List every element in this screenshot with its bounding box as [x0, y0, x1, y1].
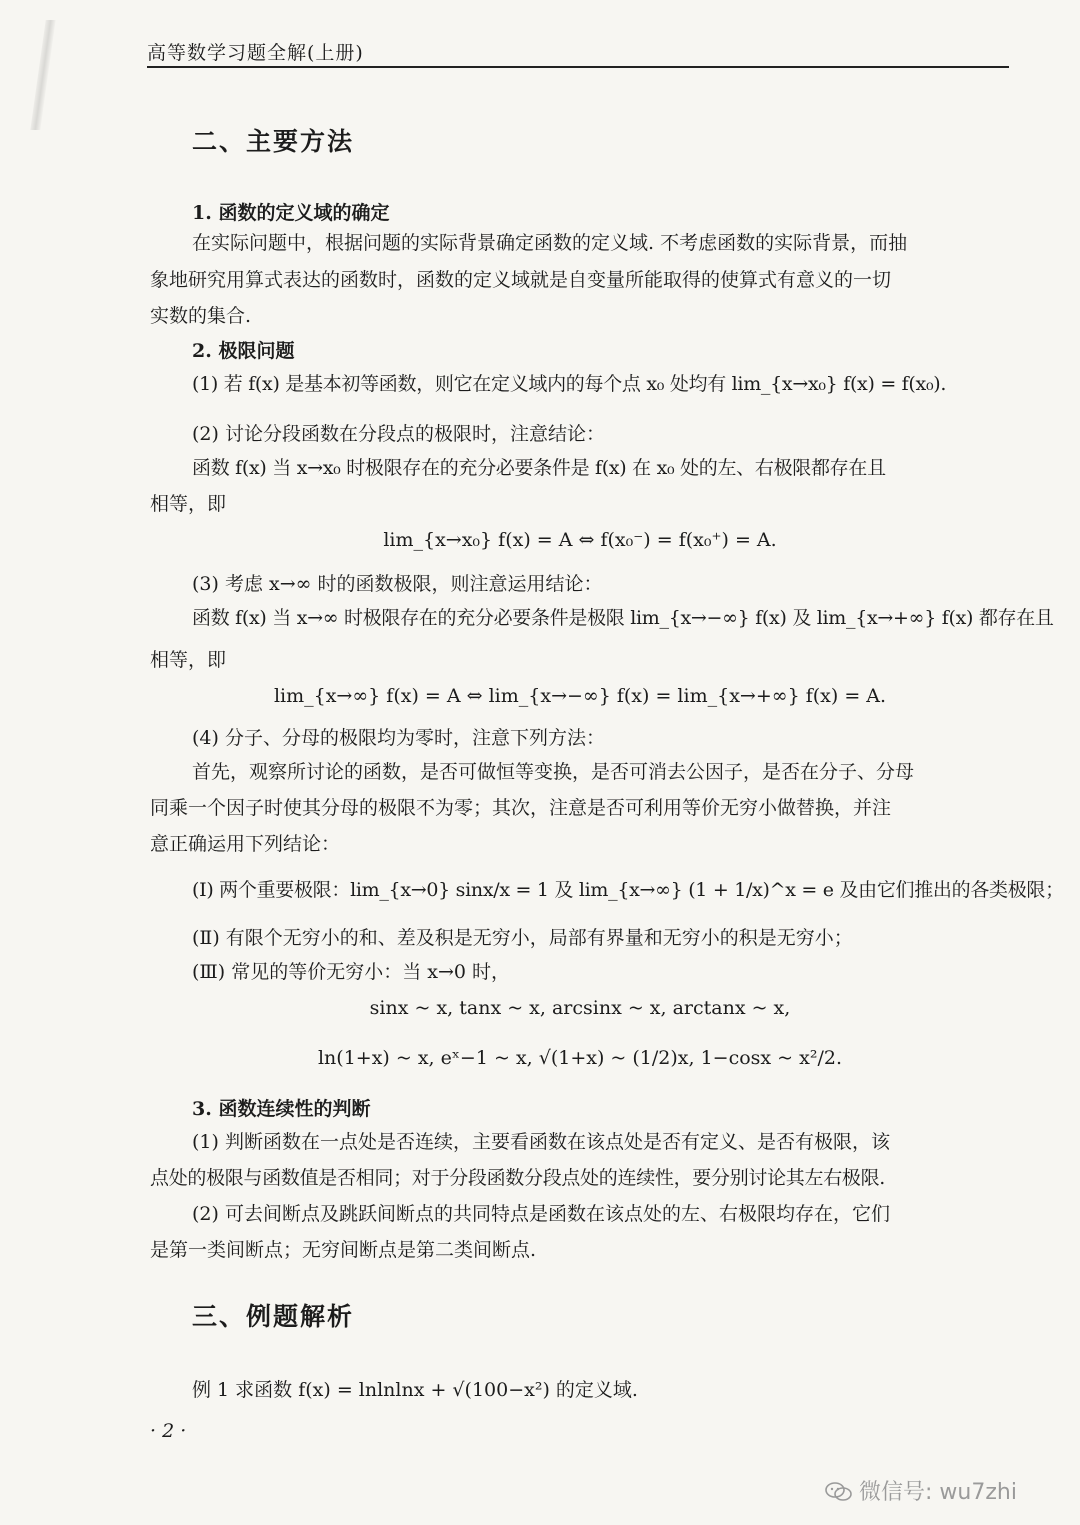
- subsection-domain: 1. 函数的定义域的确定: [192, 202, 390, 224]
- subsection-limits: 2. 极限问题: [192, 340, 295, 362]
- paragraph-line: (4) 分子、分母的极限均为零时，注意下列方法：: [192, 727, 605, 749]
- section-title-examples: 三、例题解析: [192, 1302, 355, 1331]
- paragraph-line: 函数 f(x) 当 x→∞ 时极限存在的充分必要条件是极限 lim_{x→−∞} f(x) 及 lim_{x→+∞} f(x) 都存在且: [192, 607, 1054, 629]
- scan-edge-shadow: [30, 20, 55, 130]
- wechat-icon: [825, 1482, 853, 1502]
- section-title-methods: 二、主要方法: [192, 127, 355, 156]
- paragraph-line: 首先，观察所讨论的函数，是否可做恒等变换，是否可消去公因子，是否在分子、分母: [192, 761, 915, 783]
- paragraph-line: 在实际问题中，根据问题的实际背景确定函数的定义域. 不考虑函数的实际背景，而抽: [192, 232, 908, 254]
- formula-display: ln(1+x) ~ x, eˣ−1 ~ x, √(1+x) ~ (1/2)x, 1−cosx ~ x²/2.: [317, 1047, 843, 1069]
- paragraph-line: 象地研究用算式表达的函数时，函数的定义域就是自变量所能取得的使算式有意义的一切: [150, 269, 892, 291]
- paragraph-line: (Ⅱ) 有限个无穷小的和、差及积是无穷小，局部有界量和无穷小的积是无穷小；: [192, 927, 853, 949]
- example-1: 例 1 求函数 f(x) = lnlnlnx + √(100−x²) 的定义域.: [192, 1379, 638, 1401]
- paragraph-line: (2) 可去间断点及跳跃间断点的共同特点是函数在该点处的左、右极限均存在，它们: [192, 1203, 890, 1225]
- watermark: [825, 1475, 1017, 1506]
- paragraph-line: (2) 讨论分段函数在分段点的极限时，注意结论：: [192, 423, 605, 445]
- page-number: · 2 ·: [150, 1420, 187, 1442]
- paragraph-line: 相等，即: [150, 493, 227, 515]
- paragraph-line: 实数的集合.: [150, 305, 252, 327]
- paragraph-line: (Ⅲ) 常见的等价无穷小：当 x→0 时，: [192, 961, 510, 983]
- paragraph-line: 点处的极限与函数值是否相同；对于分段函数分段点处的连续性，要分别讨论其左右极限.: [150, 1167, 886, 1189]
- paragraph-line: 函数 f(x) 当 x→x₀ 时极限存在的充分必要条件是 f(x) 在 x₀ 处的左、右极限都存在且: [192, 457, 886, 479]
- header-rule: [147, 66, 1009, 68]
- formula-display: sinx ~ x, tanx ~ x, arcsinx ~ x, arctanx ~ x,: [369, 997, 791, 1019]
- paragraph-line: 意正确运用下列结论：: [150, 833, 341, 855]
- watermark-text: 微信号: wu7zhi: [859, 1480, 1017, 1505]
- paragraph-line: 是第一类间断点；无穷间断点是第二类间断点.: [150, 1239, 537, 1261]
- formula-display: lim_{x→∞} f(x) = A ⇔ lim_{x→−∞} f(x) = lim_{x→+∞} f(x) = A.: [273, 685, 887, 707]
- paragraph-line: (3) 考虑 x→∞ 时的函数极限，则注意运用结论：: [192, 573, 603, 595]
- paragraph-line: 相等，即: [150, 649, 227, 671]
- formula-display: lim_{x→x₀} f(x) = A ⇔ f(x₀⁻) = f(x₀⁺) = A.: [383, 529, 777, 551]
- paragraph-line: 同乘一个因子时使其分母的极限不为零；其次，注意是否可利用等价无穷小做替换，并注: [150, 797, 892, 819]
- paragraph-line: (1) 若 f(x) 是基本初等函数，则它在定义域内的每个点 x₀ 处均有 lim_{x→x₀} f(x) = f(x₀).: [192, 373, 947, 395]
- paragraph-line: (1) 判断函数在一点处是否连续，主要看函数在该点处是否有定义、是否有极限，该: [192, 1131, 890, 1153]
- paragraph-line: (Ⅰ) 两个重要极限：lim_{x→0} sinx/x = 1 及 lim_{x→∞} (1 + 1/x)^x = e 及由它们推出的各类极限；: [192, 879, 1064, 901]
- running-header: 高等数学习题全解(上册): [147, 42, 364, 64]
- subsection-continuity: 3. 函数连续性的判断: [192, 1098, 371, 1120]
